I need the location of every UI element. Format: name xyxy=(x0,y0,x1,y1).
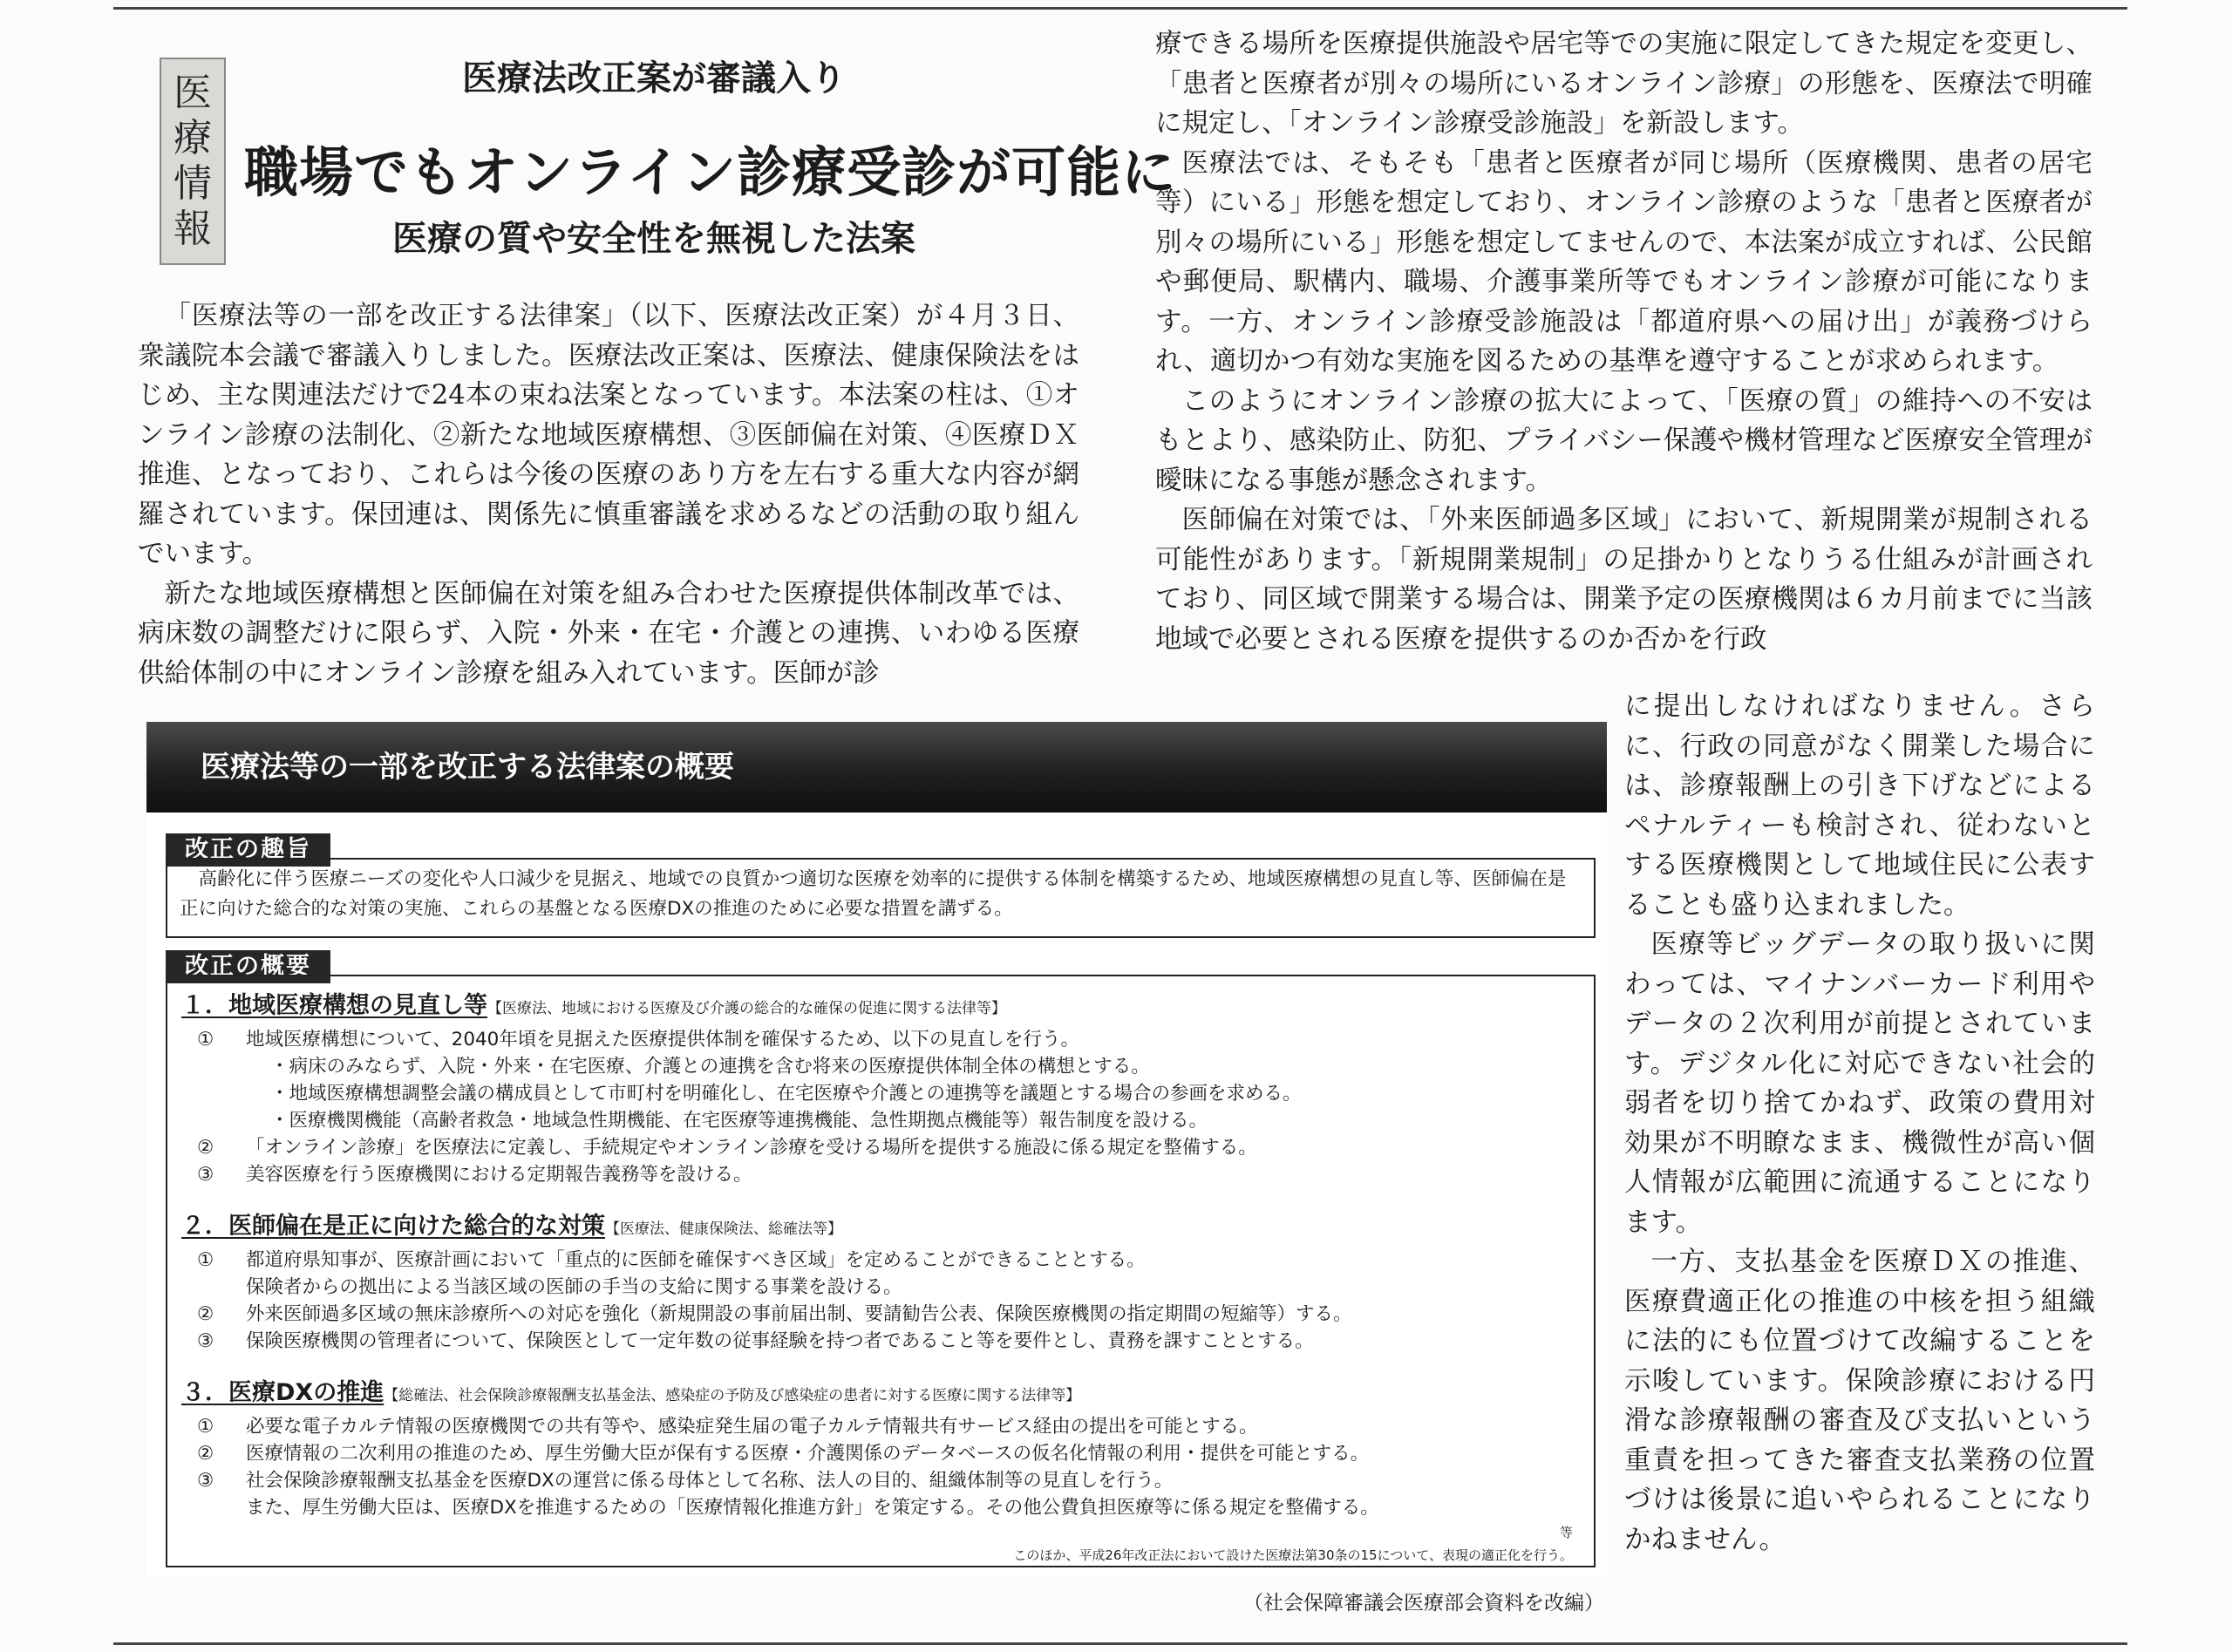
sub-item: ・医療機関機能（高齢者救急・地域急性期機能、在宅医療等連携機能、急性期拠点機能等）報告制度を設ける。 xyxy=(270,1110,1208,1132)
section-laws: 【医療法、健康保険法、総確法等】 xyxy=(605,1220,842,1238)
item-number: ③ xyxy=(197,1330,214,1352)
list-item xyxy=(181,1413,1580,1440)
etc-mark: 等 xyxy=(1559,1525,1573,1540)
outline-box xyxy=(166,975,1596,1567)
item-text: 医療情報の二次利用の推進のため、厚生労働大臣が保有する医療・介護関係のデータベースの仮名化情報の利用・提供を可能とする。 xyxy=(246,1443,1370,1465)
section-gap xyxy=(181,1355,1580,1376)
paragraph: 医療法では、そもそも「患者と医療者が同じ場所（医療機関、患者の居宅等）にいる」形態を想定しており、オンライン診療のような「患者と医療者が別々の場所にいる」形態を想定してませんので、本法案が成立すれば、公民館や郵便局、駅構内、職場、介護事業所等でもオンライン診療が可能になります。一方、オンライン診療受診施設は「都道府県への届け出」が義務づけられ、適切かつ有効な実施を図るための基準を遵守することが求められます。 xyxy=(1155,147,2092,377)
overview-figure xyxy=(146,722,1607,1576)
category-tag-char: 情 xyxy=(174,161,212,206)
category-tag xyxy=(160,58,226,265)
category-tag-char: 報 xyxy=(174,207,212,251)
item-text: 地域医療構想について、2040年頃を見据えた医療提供体制を確保するため、以下の見直しを行う。 xyxy=(246,1029,1080,1050)
paragraph: このようにオンライン診療の拡大によって、「医療の質」の維持への不安はもとより、感染防止、防犯、プライバシー保護や機材管理など医療安全管理が曖昧になる事態が懸念されます。 xyxy=(1155,385,2092,496)
item-number: ② xyxy=(197,1303,214,1325)
list-item xyxy=(181,1247,1580,1274)
paragraph: に提出しなければなりません。さらに、行政の同意がなく開業した場合には、診療報酬上の引き下げなどによるペナルティーも検討され、従わないとする医療機関として地域住民に公表することも盛り込まれました。 xyxy=(1624,691,2095,921)
sub-item: ・地域医療構想調整会議の構成員として市町村を明確化し、在宅医療や介護との連携等を議題とする場合の参画を求める。 xyxy=(270,1083,1302,1105)
purpose-text: 高齢化に伴う医療ニーズの変化や人口減少を見据え、地域での良質かつ適切な医療を効率的に提供する体制を構築するため、地域医療構想の見直し等、医師偏在是正に向けた総合的な対策の実施、これらの基盤となる医療DXの推進のために必要な措置を講ずる。 xyxy=(180,868,1567,920)
item-text: 必要な電子カルテ情報の医療機関での共有等や、感染症発生届の電子カルテ情報共有サービス経由の提出を可能とする。 xyxy=(246,1416,1258,1438)
item-number: ① xyxy=(197,1029,214,1050)
article-column-1 xyxy=(138,296,1079,693)
section-heading: １．地域医療構想の見直し等 xyxy=(181,992,487,1019)
item-text: 保険医療機関の管理者について、保険医として一定年数の従事経験を持つ者であること等を要件とし、責務を課すこととする。 xyxy=(246,1330,1314,1352)
headline-kicker: 医療法改正案が審議入り xyxy=(462,58,846,99)
section-heading: ３．医療DXの推進 xyxy=(181,1379,384,1406)
bottom-rule xyxy=(113,1642,2127,1645)
section-laws: 【医療法、地域における医療及び介護の総合的な確保の促進に関する法律等】 xyxy=(487,1000,1006,1017)
list-item xyxy=(181,1328,1580,1355)
category-tag-char: 療 xyxy=(174,116,212,160)
paragraph: 新たな地域医療構想と医師偏在対策を組み合わせた医療提供体制改革では、病床数の調整だけに限らず、入院・外来・在宅・介護との連携、いわゆる医療供給体制の中にオンライン診療を組み入れています。医師が診 xyxy=(138,578,1079,689)
list-item xyxy=(181,1467,1580,1494)
item-number: ② xyxy=(197,1137,214,1159)
item-number: ② xyxy=(197,1443,214,1465)
list-item xyxy=(181,1026,1580,1053)
list-item xyxy=(181,1134,1580,1161)
item-text: 「オンライン診療」を医療法に定義し、手続規定やオンライン診療を受ける場所を提供する施設に係る規定を整備する。 xyxy=(246,1137,1257,1159)
item-text: 美容医療を行う医療機関における定期報告義務等を設ける。 xyxy=(246,1164,752,1186)
article-column-3 xyxy=(1624,687,2095,1560)
paragraph: 「医療法等の一部を改正する法律案」（以下、医療法改正案）が４月３日、衆議院本会議で審議入りしました。医療法改正案は、医療法、健康保険法をはじめ、主な関連法だけで24本の束ね法案となっています。本法案の柱は、①オンライン診療の法制化、②新たな地域医療構想、③医師偏在対策、④医療ＤＸ推進、となっており、これらは今後の医療のあり方を左右する重大な内容が網羅されています。保団連は、関係先に慎重審議を求めるなどの活動の取り組んでいます。 xyxy=(138,301,1079,569)
item-number: ③ xyxy=(197,1470,214,1492)
purpose-label: 改正の趣旨 xyxy=(166,833,330,867)
top-rule xyxy=(113,7,2127,10)
section-title xyxy=(181,1209,1580,1247)
headline-subtitle: 医療の質や安全性を無視した法案 xyxy=(392,219,915,259)
item-text: 社会保険診療報酬支払基金を医療DXの運営に係る母体として名称、法人の目的、組織体制等の見直しを行う。 xyxy=(246,1470,1174,1492)
figure-source: （社会保障審議会医療部会資料を改編） xyxy=(1243,1592,1604,1615)
paragraph: 一方、支払基金を医療ＤＸの推進、医療費適正化の推進の中核を担う組織に法的にも位置づけて改編することを示唆しています。保険診療における円滑な診療報酬の審査及び支払いという重責を担ってきた審査支払業務の位置づけは後景に追いやられることになりかねません。 xyxy=(1624,1247,2095,1555)
category-tag-char: 医 xyxy=(174,71,212,115)
section-laws: 【総確法、社会保険診療報酬支払基金法、感染症の予防及び感染症の患者に対する医療に関する法律等】 xyxy=(384,1387,1081,1404)
item-number: ① xyxy=(197,1249,214,1271)
paragraph: 療できる場所を医療提供施設や居宅等での実施に限定してきた規定を変更し、「患者と医療者が別々の場所にいるオンライン診療」の形態を、医療法で明確に規定し、「オンライン診療受診施設」を新設します。 xyxy=(1155,29,2092,139)
section-heading: ２．医師偏在是正に向けた総合的な対策 xyxy=(181,1213,605,1240)
figure-title: 医療法等の一部を改正する法律案の概要 xyxy=(146,722,1607,812)
section-title xyxy=(181,989,1580,1026)
article-column-2 xyxy=(1155,24,2092,659)
item-continuation: 保険者からの拠出による当該区域の医師の手当の支給に関する事業を設ける。 xyxy=(246,1276,902,1298)
item-number: ① xyxy=(197,1416,214,1438)
list-item xyxy=(181,1301,1580,1328)
section-title xyxy=(181,1376,1580,1413)
figure-footnote: このほか、平成26年改正法において設けた医療法第30条の15について、表現の適正化を行う。 xyxy=(1013,1547,1573,1563)
item-continuation: また、厚生労働大臣は、医療DXを推進するための「医療情報化推進方針」を策定する。その他公費負担医療等に係る規定を整備する。 xyxy=(246,1497,1379,1519)
paragraph: 医療等ビッグデータの取り扱いに関わっては、マイナンバーカード利用やデータの２次利用が前提とされています。デジタル化に対応できない社会的弱者を切り捨てかねず、政策の費用対効果が不明瞭なまま、機微性が高い個人情報が広範囲に流通することになります。 xyxy=(1624,929,2095,1238)
list-item xyxy=(181,1440,1580,1467)
item-text: 都道府県知事が、医療計画において「重点的に医師を確保すべき区域」を定めることができることとする。 xyxy=(246,1249,1146,1271)
purpose-box xyxy=(166,858,1596,938)
paragraph: 医師偏在対策では、「外来医師過多区域」において、新規開業が規制される可能性があります。「新規開業規制」の足掛かりとなりうる仕組みが計画されており、同区域で開業する場合は、開業予定の医療機関は６カ月前までに当該地域で必要とされる医療を提供するのか否かを行政 xyxy=(1155,505,2092,655)
list-item xyxy=(181,1161,1580,1188)
section-gap xyxy=(181,1188,1580,1209)
item-text: 外来医師過多区域の無床診療所への対応を強化（新規開設の事前届出制、要請勧告公表、保険医療機関の指定期間の短縮等）する。 xyxy=(246,1303,1352,1325)
sub-item: ・病床のみならず、入院・外来・在宅医療、介護との連携を含む将来の医療提供体制全体の構想とする。 xyxy=(270,1056,1150,1078)
outline-label: 改正の概要 xyxy=(166,950,330,983)
headline-title: 職場でもオンライン診療受診が可能に xyxy=(244,140,1177,204)
item-number: ③ xyxy=(197,1164,214,1186)
